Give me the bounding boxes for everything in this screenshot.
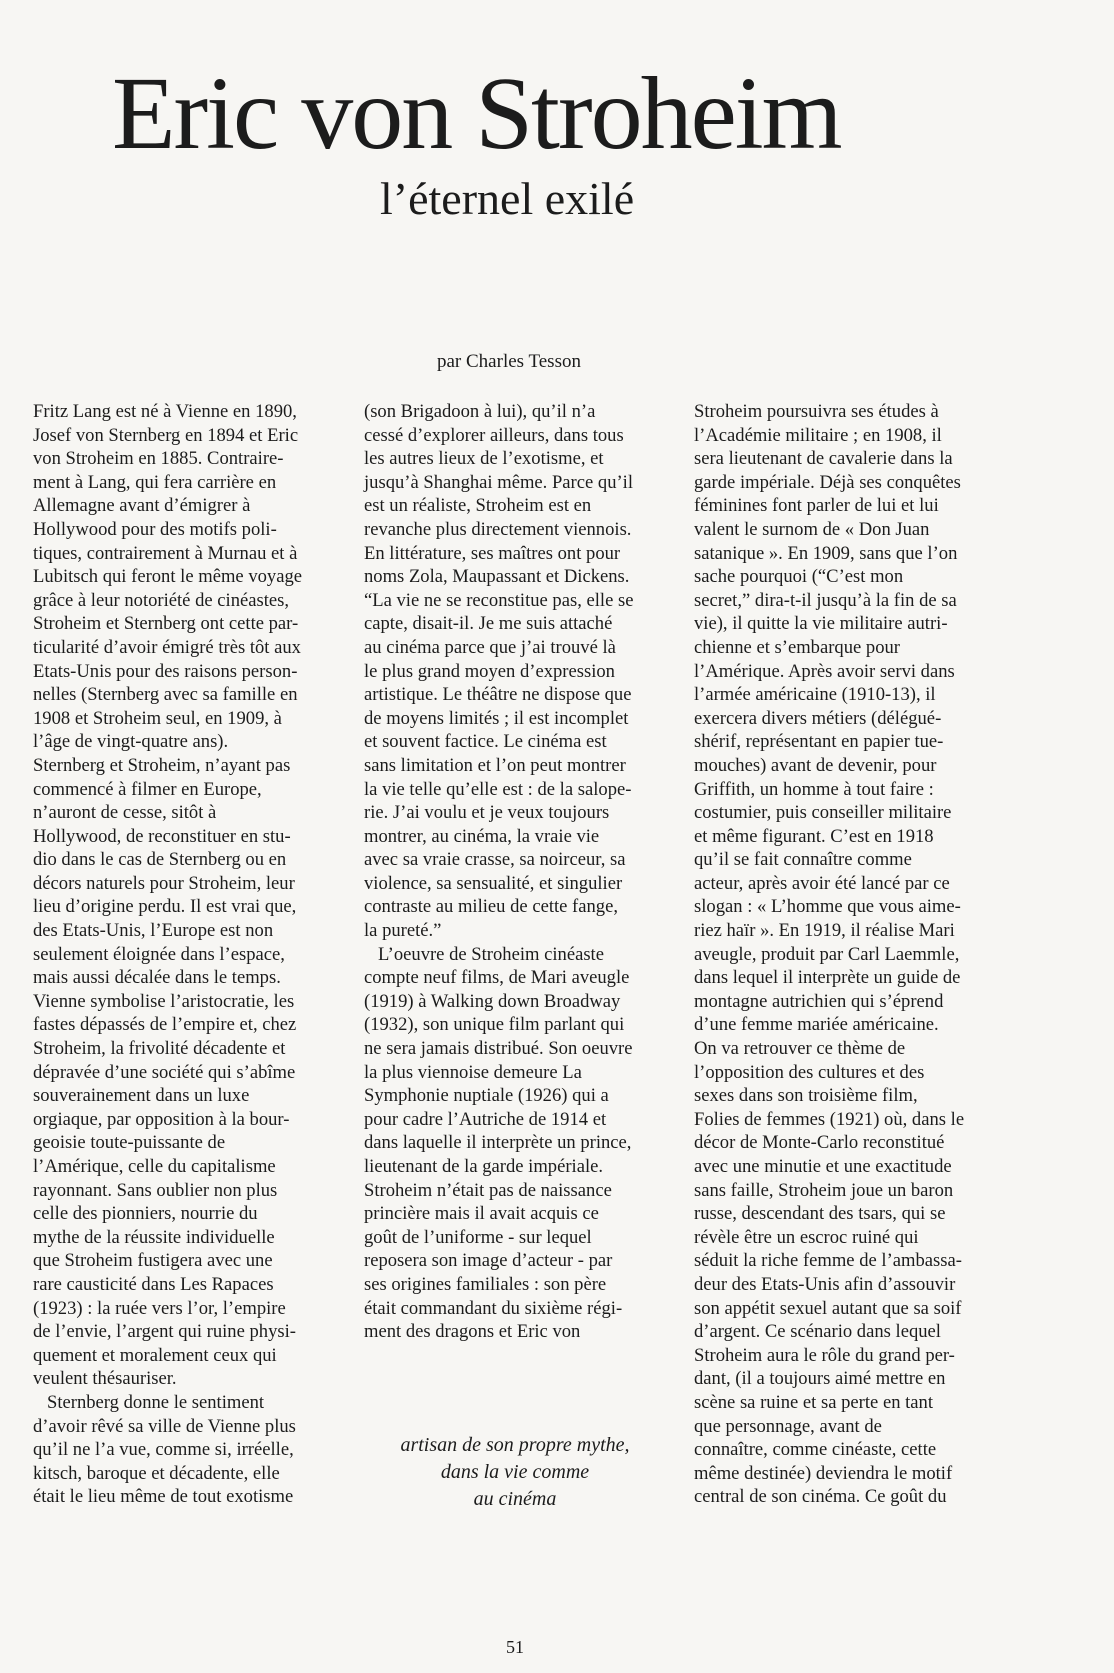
text-line: sera lieutenant de cavalerie dans la: [694, 448, 953, 470]
text-line: l’Amérique. Après avoir servi dans: [694, 660, 955, 682]
text-line: d’avoir rêvé sa ville de Vienne plus: [33, 1415, 296, 1437]
text-line: riez haïr ». En 1919, il réalise Mari: [694, 920, 955, 942]
text-line: avec une minutie et une exactitude: [694, 1156, 952, 1177]
text-line: nelles (Sternberg avec sa famille en: [33, 684, 298, 706]
text-line: grâce à leur notoriété de cinéastes,: [33, 589, 290, 611]
text-line: montrer, au cinéma, la vraie vie: [364, 825, 600, 847]
text-line: Hollywood pour des motifs poli-: [33, 518, 277, 540]
text-line: shérif, représentant en papier tue-: [694, 731, 944, 753]
text-line: dant, (il a toujours aimé mettre en: [694, 1368, 946, 1390]
text-line: Stroheim aura le rôle du grand per-: [694, 1344, 955, 1366]
text-line: lieutenant de la garde impériale.: [364, 1156, 604, 1177]
text-line: d’argent. Ce scénario dans lequel: [694, 1321, 941, 1343]
text-line: la pureté.”: [364, 920, 442, 942]
text-line: compte neuf films, de Mari aveugle: [364, 967, 630, 989]
text-line: d’une femme mariée américaine.: [694, 1014, 939, 1036]
text-line: 1908 et Stroheim seul, en 1909, à: [33, 707, 282, 729]
text-line: satanique ». En 1909, sans que l’on: [694, 542, 958, 564]
text-line: cessé d’explorer ailleurs, dans tous: [364, 424, 624, 446]
text-line: Sternberg donne le sentiment: [47, 1391, 265, 1413]
text-line: central de son cinéma. Ce goût du: [694, 1486, 947, 1508]
text-line: pour cadre l’Autriche de 1914 et: [364, 1108, 607, 1130]
text-line: au cinéma parce que j’ai trouvé là: [364, 636, 616, 658]
text-line: ses origines familiales : son père: [364, 1273, 607, 1295]
text-line: deur des Etats-Unis afin d’assouvir: [694, 1273, 956, 1295]
text-line: et même figurant. C’est en 1918: [694, 825, 934, 847]
text-column-2: [364, 400, 674, 1344]
text-line: lieu d’origine perdu. Il est vrai que,: [33, 896, 297, 918]
text-line: rie. J’ai voulu et je veux toujours: [364, 802, 610, 824]
text-line: artistique. Le théâtre ne dispose que: [364, 684, 632, 706]
text-line: mythe de la réussite individuelle: [33, 1226, 275, 1248]
text-line: commencé à filmer en Europe,: [33, 778, 262, 800]
text-line: quement et moralement ceux qui: [33, 1344, 277, 1366]
text-line: Vienne symbolise l’aristocratie, les: [33, 990, 295, 1012]
text-line: Etats-Unis pour des raisons person-: [33, 660, 298, 682]
text-line: dépravée d’une société qui s’abîme: [33, 1061, 296, 1083]
text-line: slogan : « L’homme que vous aime-: [694, 896, 961, 918]
text-line: Sternberg et Stroheim, n’ayant pas: [33, 754, 291, 776]
text-line: chienne et s’embarque pour: [694, 636, 900, 658]
text-line: rayonnant. Sans oublier non plus: [33, 1179, 278, 1201]
text-line: Lubitsch qui feront le même voyage: [33, 566, 303, 588]
text-line: révèle être un escroc ruiné qui: [694, 1226, 919, 1248]
text-line: son appétit sexuel autant que sa soif: [694, 1297, 962, 1319]
text-line: ne sera jamais distribué. Son oeuvre: [364, 1038, 633, 1060]
text-line: l’Amérique, celle du capitalisme: [33, 1156, 276, 1177]
text-line: sans limitation et l’on peut montrer: [364, 754, 626, 776]
text-line: Griffith, un homme à tout faire :: [694, 778, 934, 800]
text-line: ment des dragons et Eric von: [364, 1321, 581, 1343]
text-line: même destinée) deviendra le motif: [694, 1462, 953, 1484]
text-line: noms Zola, Maupassant et Dickens.: [364, 566, 630, 588]
text-column-3: [694, 400, 1004, 1509]
text-line: ment à Lang, qui fera carrière en: [33, 471, 277, 493]
text-line: féminines font parler de lui et lui: [694, 495, 939, 517]
text-line: ticularité d’avoir émigré très tôt aux: [33, 636, 301, 658]
pull-quote-line: dans la vie comme: [440, 1461, 590, 1483]
text-line: dans laquelle il interprète un prince,: [364, 1132, 632, 1154]
text-line: secret,” dira-t-il jusqu’à la fin de sa: [694, 589, 957, 611]
text-line: Folies de femmes (1921) où, dans le: [694, 1108, 965, 1130]
text-line: seulement éloignée dans l’espace,: [33, 943, 285, 965]
text-line: avec sa vraie crasse, sa noirceur, sa: [364, 849, 626, 871]
text-line: décors naturels pour Stroheim, leur: [33, 872, 295, 894]
text-line: orgiaque, par opposition à la bour-: [33, 1108, 290, 1130]
byline: par Charles Tesson: [437, 351, 581, 372]
text-line: garde impériale. Déjà ses conquêtes: [694, 471, 961, 493]
text-line: fastes dépassés de l’empire et, chez: [33, 1014, 297, 1036]
text-line: (1919) à Walking down Broadway: [364, 990, 621, 1012]
text-line: geoisie toute-puissante de: [33, 1132, 226, 1154]
text-line: Allemagne avant d’émigrer à: [33, 495, 251, 517]
text-line: reposera son image d’acteur - par: [364, 1250, 613, 1272]
text-line: (1932), son unique film parlant qui: [364, 1014, 625, 1036]
text-line: Stroheim et Sternberg ont cette par-: [33, 613, 299, 635]
text-line: des Etats-Unis, l’Europe est non: [33, 920, 274, 942]
text-line: goût de l’uniforme - sur lequel: [364, 1226, 592, 1248]
text-line: exercera divers métiers (délégué-: [694, 707, 942, 729]
text-line: kitsch, baroque et décadente, elle: [33, 1462, 280, 1484]
text-line: costumier, puis conseiller militaire: [694, 802, 952, 824]
text-line: l’armée américaine (1910-13), il: [694, 684, 936, 706]
text-line: séduit la riche femme de l’ambassa-: [694, 1250, 962, 1272]
text-line: sexes dans son troisième film,: [694, 1085, 918, 1107]
text-line: (son Brigadoon à lui), qu’il n’a: [364, 401, 596, 422]
article-subtitle: l’éternel exilé: [380, 173, 635, 224]
text-line: que Stroheim fustigera avec une: [33, 1250, 273, 1272]
text-line: valent le surnom de « Don Juan: [694, 518, 930, 540]
text-line: On va retrouver ce thème de: [694, 1038, 906, 1060]
pull-quote-line: artisan de son propre mythe,: [400, 1434, 630, 1456]
pull-quote: [370, 1432, 660, 1513]
text-line: “La vie ne se reconstitue pas, elle se: [364, 589, 634, 611]
page-number: 51: [506, 1637, 524, 1657]
text-line: de l’envie, l’argent qui ruine physi-: [33, 1321, 296, 1343]
text-line: von Stroheim en 1885. Contraire-: [33, 448, 284, 470]
text-line: Josef von Sternberg en 1894 et Eric: [33, 424, 299, 446]
text-line: l’Académie militaire ; en 1908, il: [694, 424, 942, 446]
text-line: est un réaliste, Stroheim est en: [364, 495, 592, 517]
text-line: montagne autrichien qui s’éprend: [694, 990, 944, 1012]
text-line: Stroheim, la frivolité décadente et: [33, 1038, 286, 1060]
text-line: le plus grand moyen d’expression: [364, 660, 615, 682]
text-line: Hollywood, de reconstituer en stu-: [33, 825, 291, 847]
article-title: Eric von Stroheim: [112, 56, 841, 171]
text-line: jusqu’à Shanghai même. Parce qu’il: [364, 471, 634, 493]
text-line: sans faille, Stroheim joue un baron: [694, 1179, 954, 1201]
text-line: qu’il se fait connaître comme: [694, 849, 912, 871]
text-line: l’opposition des cultures et des: [694, 1061, 925, 1083]
text-line: était commandant du sixième régi-: [364, 1297, 623, 1319]
text-line: de moyens limités ; il est incomplet: [364, 707, 629, 729]
text-line: dio dans le cas de Sternberg ou en: [33, 849, 287, 871]
text-line: mouches) avant de devenir, pour: [694, 754, 937, 776]
text-line: acteur, après avoir été lancé par ce: [694, 872, 950, 894]
text-line: décor de Monte-Carlo reconstitué: [694, 1132, 945, 1154]
text-line: que personnage, avant de: [694, 1415, 882, 1437]
text-line: dans lequel il interprète un guide de: [694, 967, 961, 989]
text-line: Fritz Lang est né à Vienne en 1890,: [33, 401, 297, 422]
pull-quote-line: au cinéma: [473, 1488, 557, 1510]
text-line: aveugle, produit par Carl Laemmle,: [694, 943, 960, 965]
text-line: (1923) : la ruée vers l’or, l’empire: [33, 1297, 286, 1319]
text-line: russe, descendant des tsars, qui se: [694, 1203, 946, 1225]
text-line: veulent thésauriser.: [33, 1368, 177, 1390]
text-line: l’âge de vingt-quatre ans).: [33, 731, 229, 753]
text-line: Stroheim n’était pas de naissance: [364, 1179, 612, 1201]
text-line: était le lieu même de tout exotisme: [33, 1486, 294, 1508]
text-line: celle des pionniers, nourrie du: [33, 1203, 258, 1225]
text-line: sache pourquoi (“C’est mon: [694, 566, 904, 588]
text-line: connaître, comme cinéaste, cette: [694, 1439, 937, 1461]
text-line: la plus viennoise demeure La: [364, 1061, 582, 1083]
text-line: princière mais il avait acquis ce: [364, 1203, 599, 1225]
text-line: contraste au milieu de cette fange,: [364, 896, 618, 918]
text-line: scène sa ruine et sa perte en tant: [694, 1391, 934, 1413]
text-line: les autres lieux de l’exotisme, et: [364, 448, 604, 470]
text-line: L’oeuvre de Stroheim cinéaste: [378, 943, 604, 965]
text-line: rare causticité dans Les Rapaces: [33, 1273, 274, 1295]
text-line: revanche plus directement viennois.: [364, 518, 632, 540]
text-line: mais aussi décalée dans le temps.: [33, 967, 281, 989]
text-line: qu’il ne l’a vue, comme si, irréelle,: [33, 1439, 294, 1461]
text-line: tiques, contrairement à Murnau et à: [33, 542, 298, 564]
text-line: souverainement dans un luxe: [33, 1085, 250, 1107]
text-line: vie), il quitte la vie militaire autri-: [694, 613, 948, 635]
text-line: n’auront de cesse, sitôt à: [33, 802, 217, 824]
text-line: la vie telle qu’elle est : de la salope-: [364, 778, 632, 800]
text-line: Symphonie nuptiale (1926) qui a: [364, 1085, 609, 1107]
text-line: En littérature, ses maîtres ont pour: [364, 542, 621, 564]
text-line: violence, sa sensualité, et singulier: [364, 872, 623, 894]
text-line: capte, disait-il. Je me suis attaché: [364, 613, 613, 635]
text-column-1: [33, 400, 343, 1509]
text-line: Stroheim poursuivra ses études à: [694, 401, 939, 422]
text-line: et souvent factice. Le cinéma est: [364, 731, 607, 753]
